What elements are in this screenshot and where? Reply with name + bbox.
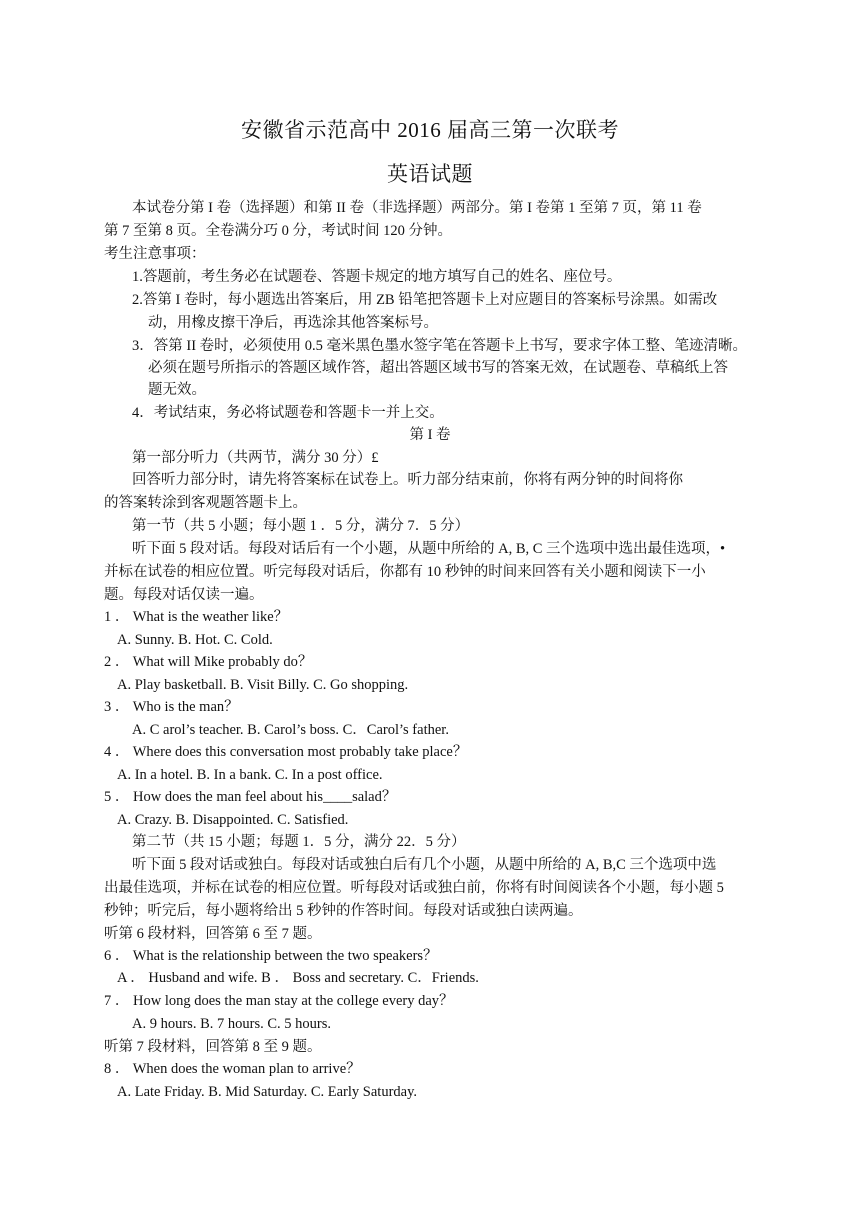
question-1: 1 ． What is the weather like？ [104,609,289,625]
notice-3: 3．答第 II 卷时，必须使用 0.5 毫米黑色墨水签字笔在答题卡上书写，要求字体工整、笔迹清晰。 [132,338,748,354]
question-7: 7 ． How long does the man stay at the college every day？ [104,993,454,1009]
material-7-note: 听第 7 段材料，回答第 8 至 9 题。 [104,1039,322,1055]
section1-instruction-2: 并标在试卷的相应位置。听完每段对话后，你都有 10 秒钟的时间来回答有关小题和阅读下一小 [104,564,706,580]
section2-instruction-2: 出最佳选项，并标在试卷的相应位置。听每段对话或独白前，你将有时间阅读各个小题，每小题 5 [104,880,724,896]
notice-heading: 考生注意事项： [104,246,206,262]
question-7-options: A. 9 hours. B. 7 hours. C. 5 hours. [132,1016,331,1032]
question-4: 4 ． Where does this conversation most probably take place？ [104,744,468,760]
question-8: 8 ． When does the woman plan to arrive？ [104,1061,361,1077]
notice-3-cont-2: 题无效。 [148,382,206,398]
notice-3-cont-1: 必须在题号所指示的答题区域作答，超出答题区域书写的答案无效，在试题卷、草稿纸上答 [148,360,728,376]
part1-heading: 第一部分听力（共两节，满分 30 分）£ [132,450,379,466]
question-2: 2 ． What will Mike probably do？ [104,654,313,670]
question-3: 3 ． Who is the man？ [104,699,239,715]
intro-line-2: 第 7 至第 8 页。全卷满分巧 0 分，考试时间 120 分钟。 [104,223,452,239]
intro-line-1: 本试卷分第 I 卷（选择题）和第 II 卷（非选择题）两部分。第 I 卷第 1 至第 7 页，第 11 卷 [132,200,702,216]
volume-heading: 第 I 卷 [409,427,451,443]
question-5: 5 ． How does the man feel about his____salad？ [104,789,397,805]
part1-instruction-2: 的答案转涂到客观题答题卡上。 [104,495,307,511]
question-1-options: A. Sunny. B. Hot. C. Cold. [117,632,273,648]
question-6: 6 ． What is the relationship between the two speakers？ [104,948,438,964]
section1-instruction-3: 题。每段对话仅读一遍。 [104,587,264,603]
material-6-note: 听第 6 段材料，回答第 6 至 7 题。 [104,926,322,942]
exam-title: 安徽省示范高中 2016 届高三第一次联考 [241,118,619,142]
exam-subtitle: 英语试题 [387,162,473,186]
question-4-options: A. In a hotel. B. In a bank. C. In a post office. [117,767,383,783]
section1-heading: 第一节（共 5 小题；每小题 1 ．5 分，满分 7．5 分） [132,518,470,534]
part1-instruction-1: 回答听力部分时，请先将答案标在试卷上。听力部分结束前，你将有两分钟的时间将你 [132,472,683,488]
notice-2: 2.答第 I 卷时，每小题选出答案后，用 ZB 铅笔把答题卡上对应题目的答案标号涂黑。如需改 [132,292,718,308]
section2-heading: 第二节（共 15 小题；每题 1．5 分，满分 22．5 分） [132,834,466,850]
notice-2-cont: 动，用橡皮擦干净后，再选涂其他答案标号。 [148,315,438,331]
question-6-options: A ． Husband and wife. B ． Boss and secretary. C．Friends. [117,970,479,986]
notice-4: 4．考试结束，务必将试题卷和答题卡一并上交。 [132,405,444,421]
section2-instruction-1: 听下面 5 段对话或独白。每段对话或独白后有几个小题，从题中所给的 A, B,C 三个选项中选 [132,857,717,873]
section2-instruction-3: 秒钟；听完后，每小题将给出 5 秒钟的作答时间。每段对话或独白读两遍。 [104,903,583,919]
question-5-options: A. Crazy. B. Disappointed. C. Satisfied. [117,812,349,828]
notice-1: 1.答题前，考生务必在试题卷、答题卡规定的地方填写自己的姓名、座位号。 [132,269,622,285]
question-2-options: A. Play basketball. B. Visit Billy. C. Go shopping. [117,677,409,693]
section1-instruction-1: 听下面 5 段对话。每段对话后有一个小题，从题中所给的 A, B, C 三个选项中选出最佳选项，• [132,541,726,557]
question-3-options: A. C arol’s teacher. B. Carol’s boss. C．Carol’s father. [132,722,449,738]
question-8-options: A. Late Friday. B. Mid Saturday. C. Early Saturday. [117,1084,418,1100]
